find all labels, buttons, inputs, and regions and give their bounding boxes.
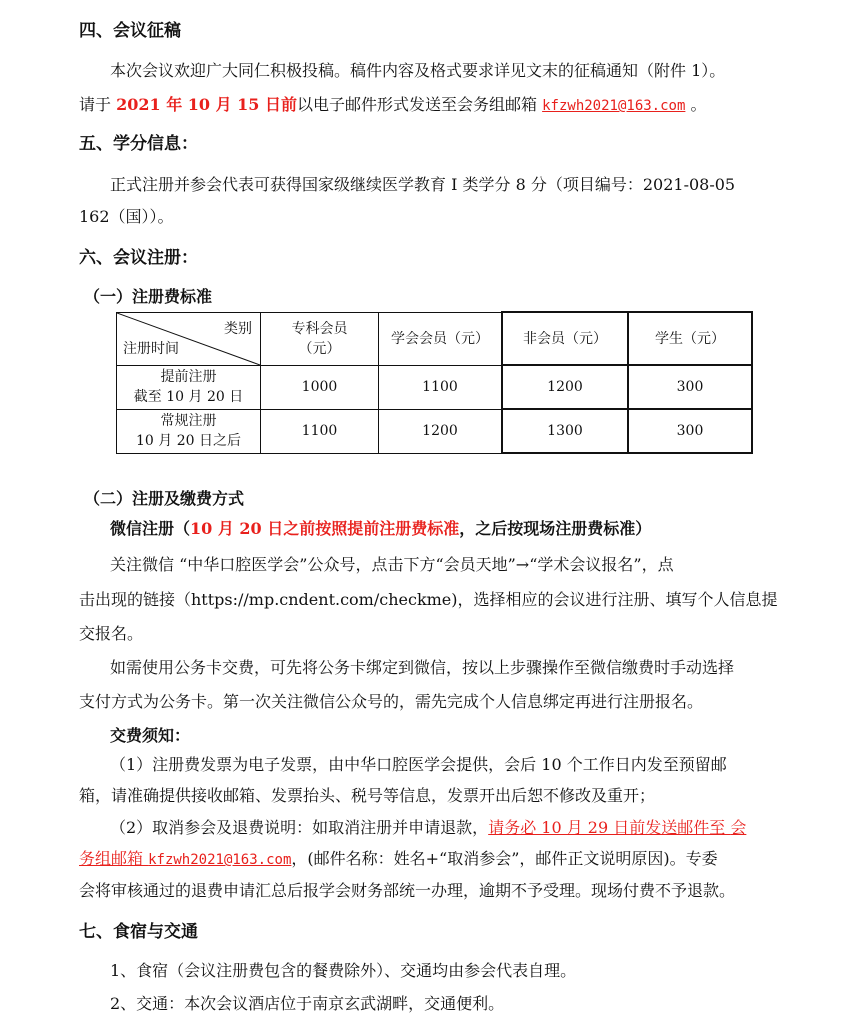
highlight-text: 会: [730, 818, 747, 837]
table-cell: 1000: [261, 365, 379, 409]
text: 微信注册（: [110, 519, 191, 538]
corner-category-label: 类别: [224, 320, 252, 337]
text: （2）取消参会及退费说明：如取消注册并申请退款，: [110, 818, 489, 837]
text: ，之后按现场注册费标准）: [459, 519, 652, 538]
payment-notice-title: 交费须知：: [110, 726, 191, 745]
table-row: [117, 365, 753, 409]
deadline-date: 2021 年 10 月 15 日前: [116, 95, 298, 114]
subheading-fee-standard: （一）注册费标准: [84, 287, 213, 306]
section-5-paragraph-2: 162（国））。: [79, 207, 174, 226]
text: 以电子邮件形式发送至会务组邮箱: [297, 95, 543, 114]
table-cell: 1200: [379, 409, 503, 453]
text: ，(邮件名称：姓名+“取消参会”，邮件正文说明原因)。专委: [291, 849, 718, 868]
section-5-heading: 五、学分信息：: [79, 134, 198, 154]
header-text: 非会员（元）: [523, 330, 607, 347]
notice-2-line-2: [79, 846, 718, 869]
table-cell: 300: [628, 409, 752, 453]
section-4-paragraph-2: [79, 92, 707, 115]
notice-2-line-1: [110, 815, 746, 838]
table-cell: 1100: [379, 365, 503, 409]
header-text: 学会会员（元）: [391, 330, 489, 347]
section-7-heading: 七、食宿与交通: [79, 922, 198, 942]
header-text: 专科会员: [291, 320, 348, 337]
section-4-heading: 四、会议征稿: [79, 21, 181, 41]
row-label: 常规注册: [160, 413, 217, 429]
notice-2-line-3: 会将审核通过的退费申请汇总后报学会财务部统一办理，逾期不予受理。现场付费不予退款。: [79, 881, 736, 900]
row-label-cell: [117, 365, 261, 409]
header-text: 学生（元）: [655, 330, 725, 347]
card-payment-line-1: 如需使用公务卡交费，可先将公务卡绑定到微信，按以上步骤操作至微信缴费时手动选择: [110, 658, 735, 677]
table-header-cell: [502, 312, 628, 365]
highlight-text: 务组邮箱: [79, 849, 149, 868]
section-6-heading: 六、会议注册：: [79, 248, 198, 268]
table-cell: 300: [628, 365, 752, 409]
wechat-step-line-3: 交报名。: [79, 624, 144, 643]
highlight-text: 10 月 20 日之前按照提前注册费标准: [190, 519, 460, 538]
email-link[interactable]: kfzwh2021@163.com: [148, 852, 292, 868]
row-label: 提前注册: [160, 369, 217, 385]
wechat-step-line-2: 击出现的链接（https://mp.cndent.com/checkme)，选择相应的会议进行注册、填写个人信息提: [79, 590, 778, 609]
section-7-item-1: 1、食宿（会议注册费包含的餐费除外）、交通均由参会代表自理。: [110, 961, 577, 980]
table-header-cell: [628, 312, 752, 365]
notice-1-line-1: （1）注册费发票为电子发票，由中华口腔医学会提供，会后 10 个工作日内发至预留邮: [110, 755, 727, 774]
highlight-text: 请务必 10 月 29 日前发送邮件至: [488, 818, 731, 837]
table-corner-cell: [117, 312, 261, 365]
table-cell: 1100: [261, 409, 379, 453]
row-label-cell: [117, 409, 261, 453]
registration-fee-table: [116, 311, 753, 454]
table-header-cell: [261, 312, 379, 365]
section-7-item-2: 2、交通：本次会议酒店位于南京玄武湖畔，交通便利。: [110, 994, 505, 1013]
wechat-registration-line: [110, 516, 651, 539]
text: 请于: [79, 95, 117, 114]
section-4-paragraph-1: 本次会议欢迎广大同仁积极投稿。稿件内容及格式要求详见文末的征稿通知（附件 1）。: [110, 61, 726, 80]
subheading-payment-method: （二）注册及缴费方式: [84, 489, 245, 508]
card-payment-line-2: 支付方式为公务卡。第一次关注微信公众号的，需先完成个人信息绑定再进行注册报名。: [79, 692, 704, 711]
section-5-paragraph-1: 正式注册并参会代表可获得国家级继续医学教育 I 类学分 8 分（项目编号：2021-08-05: [110, 175, 736, 194]
table-cell: 1200: [502, 365, 628, 409]
row-label: 截至 10 月 20 日: [133, 389, 244, 405]
notice-1-line-2: 箱，请准确提供接收邮箱、发票抬头、税号等信息，发票开出后恕不修改及重开；: [79, 786, 656, 805]
email-link[interactable]: kfzwh2021@163.com: [542, 98, 686, 114]
row-label: 10 月 20 日之后: [136, 433, 241, 449]
table-cell: 1300: [502, 409, 628, 453]
table-header-cell: [379, 312, 503, 365]
table-row: [117, 409, 753, 453]
text: 。: [685, 95, 707, 114]
corner-time-label: 注册时间: [123, 340, 179, 357]
wechat-step-line-1: 关注微信 “中华口腔医学会”公众号，点击下方“会员天地”→“学术会议报名”，点: [110, 555, 674, 574]
header-text: （元）: [298, 340, 341, 357]
